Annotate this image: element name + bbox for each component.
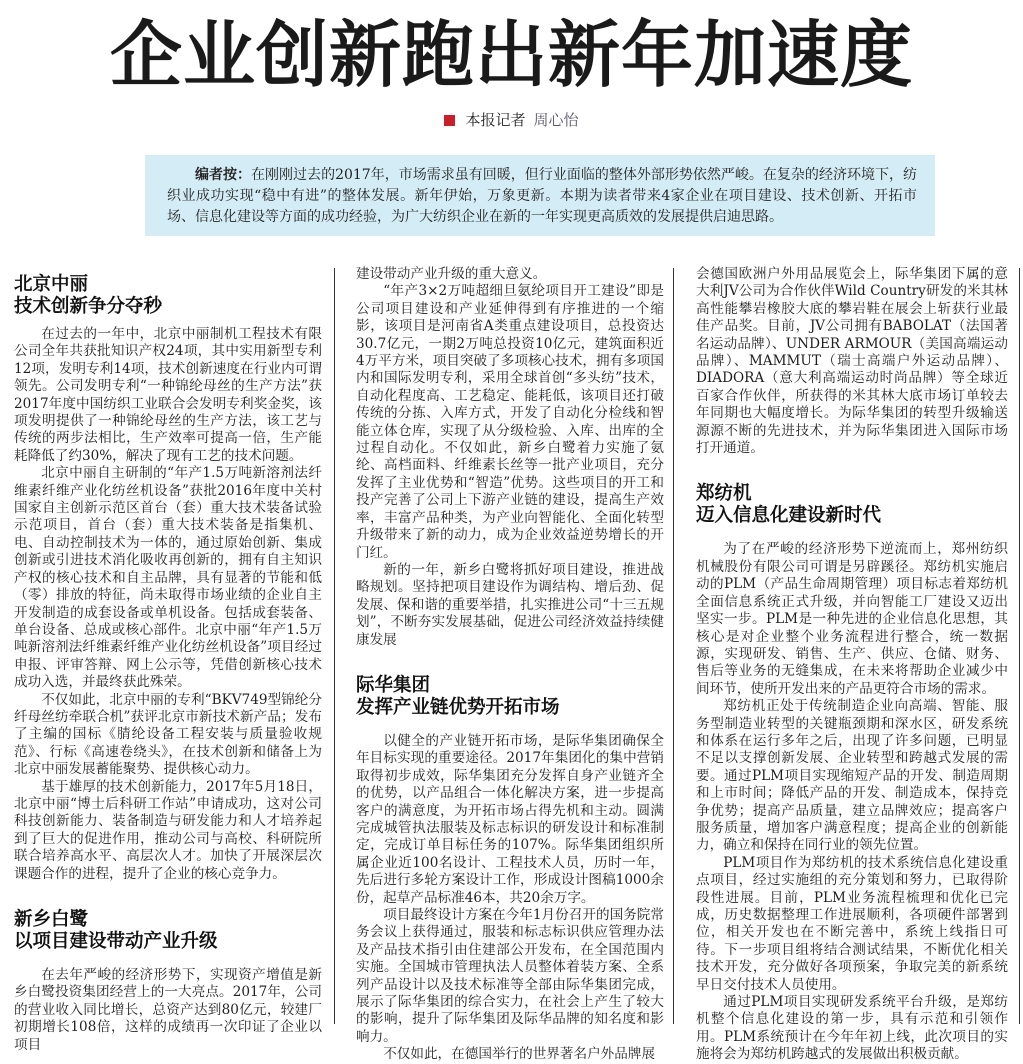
article-column-1: [14, 266, 322, 1054]
editor-note: [145, 155, 935, 236]
page-edge-rule: [1019, 268, 1020, 1024]
article-column-2: [356, 266, 664, 1064]
section-heading: [356, 675, 664, 719]
body-paragraph: 新的一年，新乡白鹭将抓好项目建设，推进战略规划。坚持把项目建设作为调结构、增后劲、促发展、保和谐的重要举措，扎实推进公司“十三五规划”，不断夯实发展基础，促进公司经济效益持续健康发展: [356, 561, 664, 648]
body-paragraph: 基于雄厚的技术创新能力，2017年5月18日，北京中丽“博士后科研工作站”申请成功，这对公司科技创新能力、装备制造与研发能力和人才培养起到了巨大的促进作用，推动公司与高校、科研院所联合培养高水平、高层次人才。加快了开展深层次课题合作的进程，提升了企业的核心竞争力。: [14, 778, 322, 882]
section-heading: [14, 274, 322, 318]
section-subtitle: 发挥产业链优势开拓市场: [356, 696, 560, 718]
body-paragraph: 项目最终设计方案在今年1月份召开的国务院常务会议上获得通过，服装和标志标识供应管理办法及产品技术指引由住建部公开发布，在全国范围内实施。全国城市管理执法人员整体着装方案、全系列产品设计以及技术标准等全部由际华集团完成，展示了际华集团的综合实力，在社会上产生了较大的影响，提升了际华集团及际华品牌的知名度和影响力。: [356, 907, 664, 1045]
section-heading: [14, 909, 322, 953]
section-company-name: 郑纺机: [696, 483, 752, 505]
byline-author: 周心怡: [533, 111, 579, 129]
article-column-3: [696, 266, 1008, 1064]
editor-note-label: 编者按：: [195, 167, 252, 183]
section-company-name: 新乡白鹭: [14, 909, 89, 930]
section-heading: [696, 483, 1008, 527]
section-company-name: 际华集团: [356, 674, 431, 696]
section-subtitle: 迈入信息化建设新时代: [696, 505, 882, 527]
headline: 企业创新跑出新年加速度: [109, 12, 913, 97]
section-subtitle: 技术创新争分夺秒: [14, 296, 163, 317]
byline-role: 本报记者: [465, 111, 526, 129]
section-company-name: 北京中丽: [14, 274, 89, 295]
red-square-marker-icon: [444, 115, 455, 126]
body-paragraph: 北京中丽自主研制的“年产1.5万吨新溶剂法纤维素纤维产业化纺丝机设备”获批2016年度中关村国家自主创新示范区首台（套）重大技术装备试验示范项目，首台（套）重大技术装备是指集机、电、自动控制技术为一体的，通过原始创新、集成创新或引进技术消化吸收再创新的，拥有自主知识产权的核心技术和自主品牌，具有显著的节能和低（零）排放的特征，尚未取得市场业绩的企业自主开发制造的成套设备或单机设备。包括成套装备、单台设备、总成或核心部件。北京中丽“年产1.5万吨新溶剂法纤维素纤维产业化纺丝机设备”项目经过申报、评审答辩、网上公示等，凭借创新核心技术成功入选，并最终获此殊荣。: [14, 465, 322, 691]
section-subtitle: 以项目建设带动产业升级: [14, 931, 218, 952]
body-paragraph: 建设带动产业升级的重大意义。: [356, 266, 547, 282]
body-paragraph: 不仅如此，北京中丽的专利“BKV749型锦纶分纤母丝纺牵联合机”获评北京市新技术新产品；发布了主编的国标《腈纶设备工程安装与质量验收规范》、行标《高速卷绕头》，在技术创新和储备上为北京中丽发展蓄能聚势、提供核心动力。: [14, 691, 322, 778]
body-paragraph: 以健全的产业链开拓市场，是际华集团确保全年目标实现的重要途径。2017年集团化的集中营销取得初步成效，际华集团充分发挥自身产业链齐全的优势，以产品组合一体化解决方案，进一步提高客户的满意度，为开拓市场占得先机和主动。圆满完成城管执法服装及标志标识的研发设计和标准制定，完成订单目标任务的107%。际华集团组织所属企业近100名设计、工程技术人员，历时一年，先后进行多轮方案设计工作，形成设计图稿1000余份，起草产品标准46本，共20余万字。: [356, 732, 664, 906]
body-paragraph: 在去年严峻的经济形势下，实现资产增值是新乡白鹭投资集团经营上的一大亮点。2017年，公司的营业收入同比增长，总资产达到80亿元，较建厂初期增长108倍，这样的成绩再一次印证了企业以项目: [14, 967, 322, 1053]
body-paragraph: PLM项目作为郑纺机的技术系统信息化建设重点项目，经过实施组的充分策划和努力，已取得阶段性进展。目前，PLM业务流程梳理和优化已完成，历史数据整理工作进展顺利，各项硬件部署到位，相关开发也在不断完善中，系统上线指日可待。下一步项目组将结合测试结果，不断优化相关技术开发，充分做好各项预案，争取完美的新系统早日交付技术人员使用。: [696, 854, 1008, 993]
body-paragraph: 为了在严峻的经济形势下逆流而上，郑州纺织机械股份有限公司可谓是另辟蹊径。郑纺机实施启动的PLM（产品生命周期管理）项目标志着郑纺机全面信息系统正式升级，并向智能工厂建设又迈出坚实一步。PLM是一种先进的企业信息化思想，其核心是对企业整个业务流程进行整合，统一数据源，实现研发、销售、生产、供应、仓储、财务、售后等业务的无缝集成，在未来将帮助企业减少中间环节，使所开发出来的产品更符合市场的需求。: [696, 541, 1008, 697]
column-divider: [334, 268, 335, 1024]
editor-note-text: 在刚刚过去的2017年，市场需求虽有回暖，但行业面临的整体外部形势依然严峻。在复杂的经济环境下，纺织业成功实现“稳中有进”的整体发展。新年伊始，万象更新。本期为读者带来4家企业在项目建设、技术创新、开拓市场、信息化建设等方面的成功经验，为广大纺织企业在新的一年实现更高质效的发展提供启迪思路。: [167, 167, 917, 225]
body-paragraph: 通过PLM项目实现研发系统平台升级，是郑纺机整个信息化建设的第一步，具有示范和引领作用。PLM系统预计在今年年初上线，此次项目的实施将会为郑纺机跨越式的发展做出积极贡献。: [696, 994, 1008, 1063]
byline: [0, 110, 1023, 130]
body-paragraph: 在过去的一年中，北京中丽制机工程技术有限公司全年共获批知识产权24项，其中实用新型专利12项，发明专利14项，技术创新速度在行业内可谓领先。公司发明专利“一种锦纶母丝的生产方法”获2017年度中国纺织工业联合会发明专利奖金奖，该项发明提供了一种锦纶母丝的生产方法，该工艺与传统的两步法相比，生产效率可提高一倍，生产能耗降低了约30%，解决了现有工艺的技术问题。: [14, 326, 322, 464]
body-paragraph: 郑纺机正处于传统制造企业向高端、智能、服务型制造业转型的关键瓶颈期和深水区，研发系统和体系在运行多年之后，出现了许多问题，已明显不足以支撑创新发展、企业转型和跨越式发展的需要。通过PLM项目实现缩短产品的开发、制造周期和上市时间；降低产品的开发、制造成本，保持竞争优势；提高产品质量，建立品牌效应；提高客户服务质量，增加客户满意程度；提高企业的创新能力，确立和保持在同行业的领先位置。: [696, 698, 1008, 854]
body-paragraph: “年产3×2万吨超细旦氨纶项目开工建设”即是公司项目建设和产业延伸得到有序推进的一个缩影，该项目是河南省A类重点建设项目，总投资达30.7亿元，一期2万吨总投资10亿元，建筑面积近4万平方米，项目突破了多项核心技术，拥有多项国内和国际发明专利，采用全球首创“多头纺”技术，自动化程度高、工艺稳定、能耗低，该项目还打破传统的分拣、入库方式，开发了自动化分检线和智能立体仓库，实现了从分级检验、入库、出库的全过程自动化。不仅如此，新乡白鹭着力实施了氨纶、高档面料、纤维素长丝等一批产业项目，充分发挥了主业优势和“智造”优势。这些项目的开工和投产完善了公司上下游产业链的建设，提高生产效率，丰富产品种类，为产业向智能化、全面化转型升级带来了新的动力，成为企业效益逆势增长的开门红。: [356, 283, 664, 561]
body-paragraph: 会德国欧洲户外用品展览会上，际华集团下属的意大利JV公司为合作伙伴Wild Country研发的米其林高性能攀岩橡胶大底的攀岩鞋在展会上斩获行业最佳产品奖。目前，JV公司拥有BABOLAT（法国著名运动品牌）、UNDER ARMOUR（美国高端运动品牌）、MAMMUT（瑞士高端户外运动品牌）、DIADORA（意大利高端运动时尚品牌）等全球近百家合作伙伴，所获得的米其林大底市场订单较去年同期也大幅度增长。为际华集团的转型升级输送源源不断的先进技术，并为际华集团进入国际市场打开通道。: [696, 266, 1008, 457]
column-divider: [673, 268, 674, 1024]
body-paragraph: 不仅如此，在德国举行的世界著名户外品牌展: [383, 1046, 656, 1063]
